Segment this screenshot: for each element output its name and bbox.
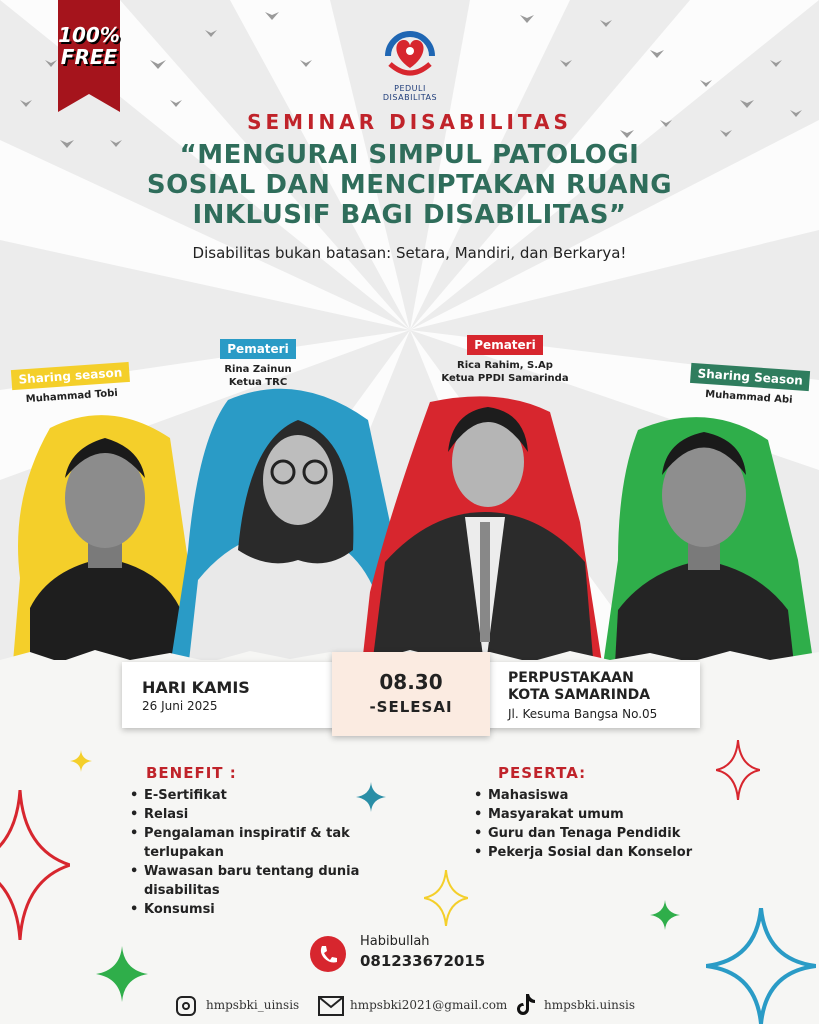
event-time-end: -SELESAI — [369, 698, 453, 716]
benefit-section — [128, 786, 378, 919]
benefit-item-cont: terlupakan — [144, 845, 224, 860]
speaker-1-tag: Sharing season — [11, 362, 130, 390]
sparkle-decoration — [96, 946, 148, 1002]
headline-line-1: “MENGURAI SIMPUL PATOLOGI — [179, 140, 640, 170]
instagram-handle: hmpsbki_uinsis — [206, 998, 300, 1012]
tiktok-icon — [516, 994, 536, 1020]
email-icon — [318, 996, 344, 1016]
instagram-icon — [176, 996, 196, 1016]
free-ribbon-badge — [58, 0, 120, 112]
headline-line-3: INKLUSIF BAGI DISABILITAS” — [192, 200, 627, 230]
seminar-headline — [60, 140, 759, 230]
peserta-item: • Masyarakat umum — [472, 805, 732, 824]
peserta-item: • Mahasiswa — [472, 786, 732, 805]
speaker-2-tag: Pemateri — [220, 339, 295, 359]
venue-line-2: KOTA SAMARINDA — [508, 687, 651, 703]
speaker-1-name: Muhammad Tobi — [25, 387, 119, 406]
venue-line-1: PERPUSTAKAAN — [508, 670, 634, 686]
speaker-3-name: Rica Rahim, S.Ap — [457, 360, 553, 371]
sparkle-decoration — [0, 790, 70, 940]
phone-icon — [310, 936, 346, 972]
benefit-item: • Pengalaman inspiratif & tak — [128, 824, 378, 843]
speaker-2-name: Rina Zainun — [224, 364, 292, 375]
peserta-section — [472, 786, 732, 862]
logo-caption: PEDULI DISABILITAS — [382, 84, 438, 102]
sparkle-decoration — [424, 870, 468, 926]
sparkle-decoration — [650, 900, 680, 930]
event-day-block — [142, 678, 250, 713]
event-venue-block — [508, 670, 657, 721]
speaker-4-tag: Sharing Season — [690, 363, 811, 391]
sparkle-decoration — [356, 782, 386, 812]
headline-line-2: SOSIAL DAN MENCIPTAKAN RUANG — [146, 170, 673, 200]
tiktok-handle: hmpsbki.uinsis — [544, 998, 636, 1012]
badge-percent: 100% — [58, 23, 120, 47]
benefit-item: • Wawasan baru tentang dunia — [128, 862, 378, 881]
event-time: 08.30 — [379, 670, 443, 694]
email-address: hmpsbki2021@gmail.com — [350, 998, 508, 1012]
seminar-kicker: SEMINAR DISABILITAS — [247, 110, 572, 134]
peduli-disabilitas-logo — [378, 20, 442, 84]
venue-address: Jl. Kesuma Bangsa No.05 — [508, 707, 658, 721]
peserta-item: • Guru dan Tenaga Pendidik — [472, 824, 732, 843]
contact-name: Habibullah — [360, 934, 430, 949]
event-date: 26 Juni 2025 — [142, 699, 218, 713]
benefit-item-cont: disabilitas — [144, 883, 220, 898]
speaker-3-tag: Pemateri — [467, 335, 542, 355]
speaker-3-role: Ketua PPDI Samarinda — [441, 373, 569, 384]
badge-free: FREE — [60, 45, 118, 69]
event-time-box — [332, 652, 490, 736]
event-day: HARI KAMIS — [142, 678, 250, 697]
benefit-item: • Relasi — [128, 805, 378, 824]
speaker-2-role: Ketua TRC — [228, 377, 288, 388]
peserta-title: PESERTA: — [498, 764, 587, 782]
speaker-4-name: Muhammad Abi — [704, 388, 793, 407]
speaker-3-label — [440, 334, 570, 385]
sparkle-decoration — [706, 908, 816, 1024]
sparkle-decoration — [716, 740, 760, 800]
contact-block — [360, 934, 485, 970]
contact-phone: 081233672015 — [360, 952, 486, 970]
sparkle-decoration — [70, 750, 92, 772]
tagline: Disabilitas bukan batasan: Setara, Mandiri, dan Berkarya! — [192, 244, 627, 262]
benefit-item: • Konsumsi — [128, 900, 378, 919]
benefit-title: BENEFIT : — [146, 764, 237, 782]
benefit-item: • E-Sertifikat — [128, 786, 378, 805]
peserta-item: • Pekerja Sosial dan Konselor — [472, 843, 732, 862]
